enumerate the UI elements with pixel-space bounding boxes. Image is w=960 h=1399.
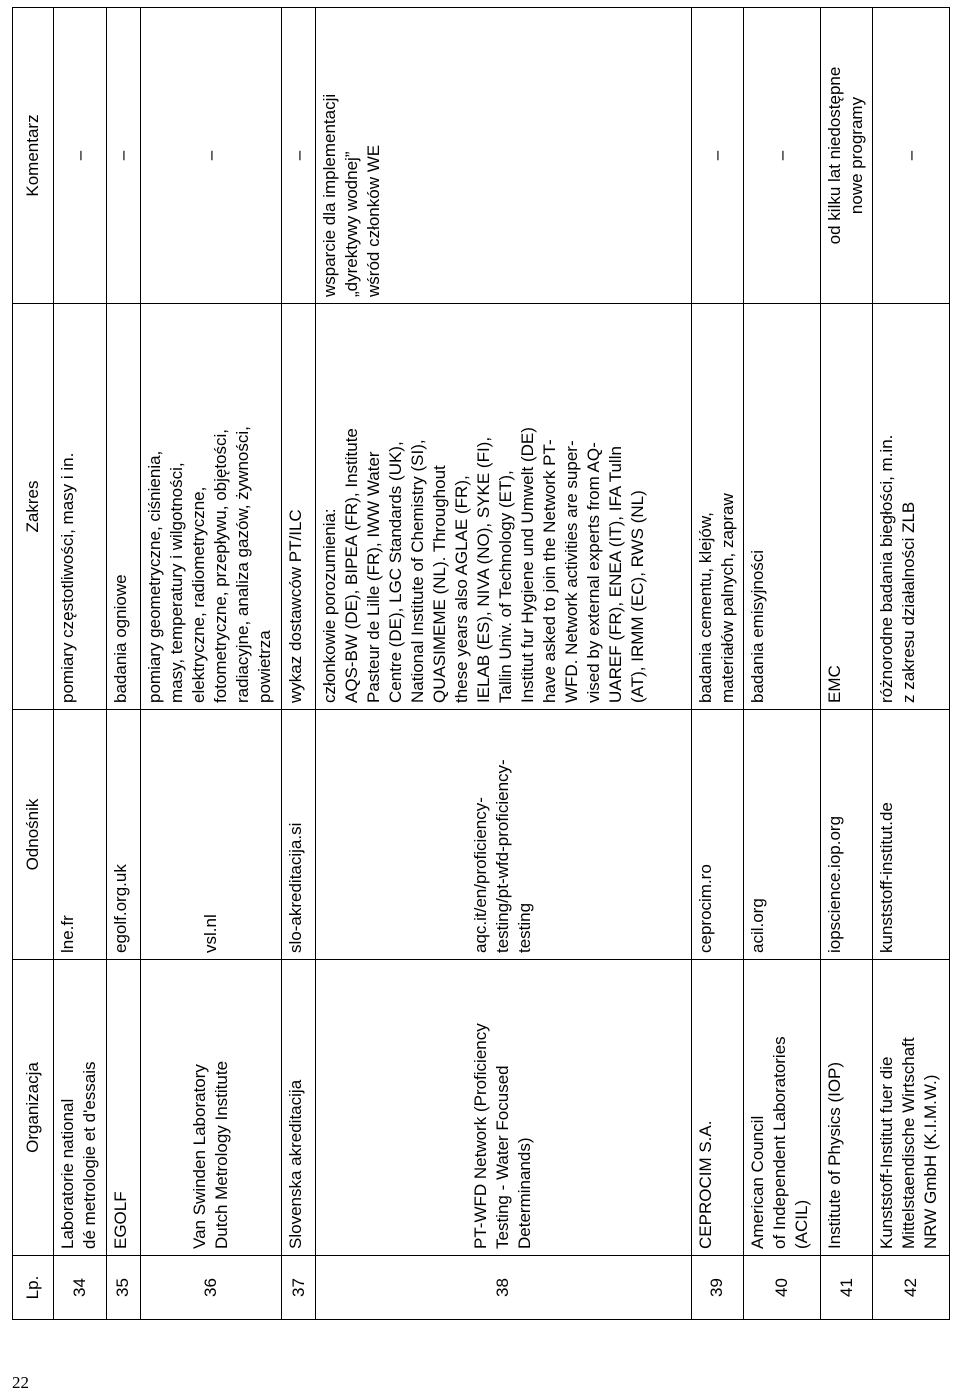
scope-text-line: elektryczne, radiometryczne, <box>189 486 209 703</box>
scope-text-line: vised by external experts from AQ- <box>584 442 604 703</box>
table-row <box>106 8 140 1320</box>
org-text-line: Mittelstaendische Wirtschaft <box>898 1037 918 1249</box>
organization-cell <box>282 960 316 1256</box>
link-text-line: testing/pt-wfd-proficiency- <box>493 759 513 953</box>
row-number-cell: 39 <box>691 1256 744 1320</box>
org-text-line: EGOLF <box>110 1191 130 1249</box>
link-cell <box>744 710 821 960</box>
scope-text-line: z zakresu działalności ZLB <box>898 501 918 703</box>
scope-text-line: National Institute of Chemistry (SI), <box>408 439 428 703</box>
scope-cell <box>282 304 316 710</box>
link-text-line: egolf.org.uk <box>110 864 130 953</box>
scope-text-line: powietrza <box>255 630 275 703</box>
scope-text-line: fotometryczne, przepływu, objętości, <box>211 428 231 703</box>
scope-cell <box>691 304 744 710</box>
scope-text-line: pomiary częstotliwości, masy i in. <box>58 452 77 703</box>
header-scope: Zakres <box>13 304 54 710</box>
organizations-table <box>12 7 950 1320</box>
header-comment: Komentarz <box>13 8 54 304</box>
scope-text-line: have asked to join the Network PT- <box>540 439 560 703</box>
scope-text-line: IELAB (ES), NIVA (NO), SYKE (FI), <box>474 436 494 703</box>
org-text-line: Slovenska akreditacija <box>286 1079 306 1249</box>
comment-text-line: – <box>707 150 727 161</box>
row-number-cell: 42 <box>872 1256 949 1320</box>
scope-text-line: EMC <box>825 665 845 703</box>
table-row <box>691 8 744 1320</box>
org-text-line: American Council <box>748 1115 768 1249</box>
link-text-line: lne.fr <box>58 915 77 953</box>
organization-cell <box>141 960 282 1256</box>
table-row <box>872 8 949 1320</box>
org-text-line: NRW GmbH (K.I.M.W.) <box>920 1074 940 1249</box>
comment-text-line: wśród członków WE <box>364 144 384 297</box>
scope-text-line: pomiary geometryczne, ciśnienia, <box>145 450 165 703</box>
link-text-line: kunststoff-institut.de <box>876 802 896 953</box>
page-number: 22 <box>12 1373 29 1392</box>
scope-cell <box>821 304 873 710</box>
org-text-line: Testing - Water Focused <box>493 1065 513 1249</box>
scope-text-line: UAREF (FR), ENEA (IT), IFA Tulln <box>606 446 626 703</box>
org-text-line: Institute of Physics (IOP) <box>825 1061 845 1249</box>
table-body <box>54 8 950 1320</box>
scope-text-line: różnorodne badania biegłości, m.in. <box>876 434 896 703</box>
org-text-line: Kunststoff-Institut fuer die <box>876 1056 896 1249</box>
link-text-line: slo-akreditacija.si <box>286 822 306 953</box>
org-text-line: PT-WFD Network (Proficiency <box>471 1023 491 1249</box>
comment-cell <box>744 8 821 304</box>
scope-text-line: radiacyjne, analiza gazów, żywności, <box>233 426 253 703</box>
org-text-line: of Independent Laboratories <box>770 1036 790 1249</box>
scope-text-line: wykaz dostawców PT/ILC <box>286 509 306 703</box>
scope-text-line: badania emisyjności <box>748 549 768 703</box>
rotated-table-container <box>12 8 950 1320</box>
header-organization: Organizacja <box>13 960 54 1256</box>
scope-text-line: Centre (DE), LGC Standards (UK), <box>386 441 406 703</box>
scope-cell <box>872 304 949 710</box>
organization-cell <box>821 960 873 1256</box>
org-text-line: Determinands) <box>515 1137 535 1249</box>
scope-text-line: masy, temperatury i wilgotności, <box>167 462 187 703</box>
comment-text-line: nowe programy <box>847 96 867 215</box>
row-number-cell: 37 <box>282 1256 316 1320</box>
link-text-line: acil.org <box>748 898 768 953</box>
org-text-line: CEPROCIM S.A. <box>695 1120 715 1249</box>
comment-text-line: – <box>113 150 133 161</box>
scope-cell <box>106 304 140 710</box>
header-lp: Lp. <box>13 1256 54 1320</box>
row-number-cell: 35 <box>106 1256 140 1320</box>
organization-cell <box>106 960 140 1256</box>
organization-cell <box>744 960 821 1256</box>
scope-cell <box>316 304 691 710</box>
table-row <box>821 8 873 1320</box>
row-number-cell: 41 <box>821 1256 873 1320</box>
scope-text-line: these years also AGLAE (FR), <box>452 475 472 703</box>
scope-text-line: QUASIMEME (NL). Throughout <box>430 465 450 703</box>
comment-text-line: – <box>69 150 89 161</box>
comment-cell <box>282 8 316 304</box>
scope-text-line: badania cementu, klejów, <box>695 512 715 703</box>
comment-cell <box>821 8 873 304</box>
comment-cell <box>106 8 140 304</box>
scope-text-line: członkowie porozumienia: <box>320 508 340 703</box>
link-text-line: ceprocim.ro <box>695 864 715 953</box>
link-text-line: aqc.it/en/proficiency- <box>471 797 491 953</box>
scope-text-line: WFD. Network activities are super- <box>562 440 582 703</box>
header-link: Odnośnik <box>13 710 54 960</box>
link-text-line: vsl.nl <box>201 914 221 953</box>
organization-cell <box>316 960 691 1256</box>
comment-text-line: – <box>772 150 792 161</box>
link-text-line: iopscience.iop.org <box>825 815 845 953</box>
comment-cell <box>54 8 107 304</box>
scope-text-line: AQS-BW (DE), BIPEA (FR), Institute <box>342 428 362 703</box>
row-number-cell: 36 <box>141 1256 282 1320</box>
table-header-row <box>13 8 54 1320</box>
comment-text-line: od kilku lat niedostępne <box>825 66 845 245</box>
row-number-cell: 34 <box>54 1256 107 1320</box>
link-text-line: testing <box>515 902 535 953</box>
organization-cell <box>691 960 744 1256</box>
link-cell <box>691 710 744 960</box>
scope-text-line: Pasteur de Lille (FR), IWW Water <box>364 451 384 703</box>
scope-cell <box>54 304 107 710</box>
org-text-line: Van Swinden Laboratory <box>190 1064 210 1249</box>
org-text-line: Laboratorie national <box>58 1098 77 1249</box>
org-text-line: dé metrologie et d'essais <box>80 1061 99 1249</box>
scope-cell <box>744 304 821 710</box>
comment-text-line: – <box>288 150 308 161</box>
row-number-cell: 38 <box>316 1256 691 1320</box>
scope-text-line: (AT), IRMM (EC), RWS (NL) <box>628 490 648 703</box>
comment-text-line: – <box>201 150 221 161</box>
scope-text-line: badania ogniowe <box>110 574 130 703</box>
org-text-line: Dutch Metrology Institute <box>212 1060 232 1249</box>
comment-text-line: – <box>900 150 920 161</box>
scope-cell <box>141 304 282 710</box>
comment-cell <box>316 8 691 304</box>
org-text-line: (ACIL) <box>792 1199 812 1249</box>
row-number-cell: 40 <box>744 1256 821 1320</box>
link-cell <box>106 710 140 960</box>
comment-text-line: „dyrektywy wodnej” <box>342 151 362 297</box>
link-cell <box>872 710 949 960</box>
link-cell <box>141 710 282 960</box>
table-row <box>744 8 821 1320</box>
scope-text-line: Tallin Univ. of Technology (ET), <box>496 470 516 703</box>
table-row <box>316 8 691 1320</box>
scope-text-line: materiałów palnych, zapraw <box>717 493 737 703</box>
comment-cell <box>141 8 282 304</box>
table-row <box>282 8 316 1320</box>
link-cell <box>282 710 316 960</box>
comment-cell <box>691 8 744 304</box>
link-cell <box>54 710 107 960</box>
link-cell <box>316 710 691 960</box>
comment-cell <box>872 8 949 304</box>
organization-cell <box>872 960 949 1256</box>
table-row <box>54 8 107 1320</box>
link-cell <box>821 710 873 960</box>
organization-cell <box>54 960 107 1256</box>
scope-text-line: Institut fur Hygiene und Umwelt (DE) <box>518 427 538 703</box>
comment-text-line: wsparcie dla implementacji <box>320 93 340 297</box>
table-row <box>141 8 282 1320</box>
